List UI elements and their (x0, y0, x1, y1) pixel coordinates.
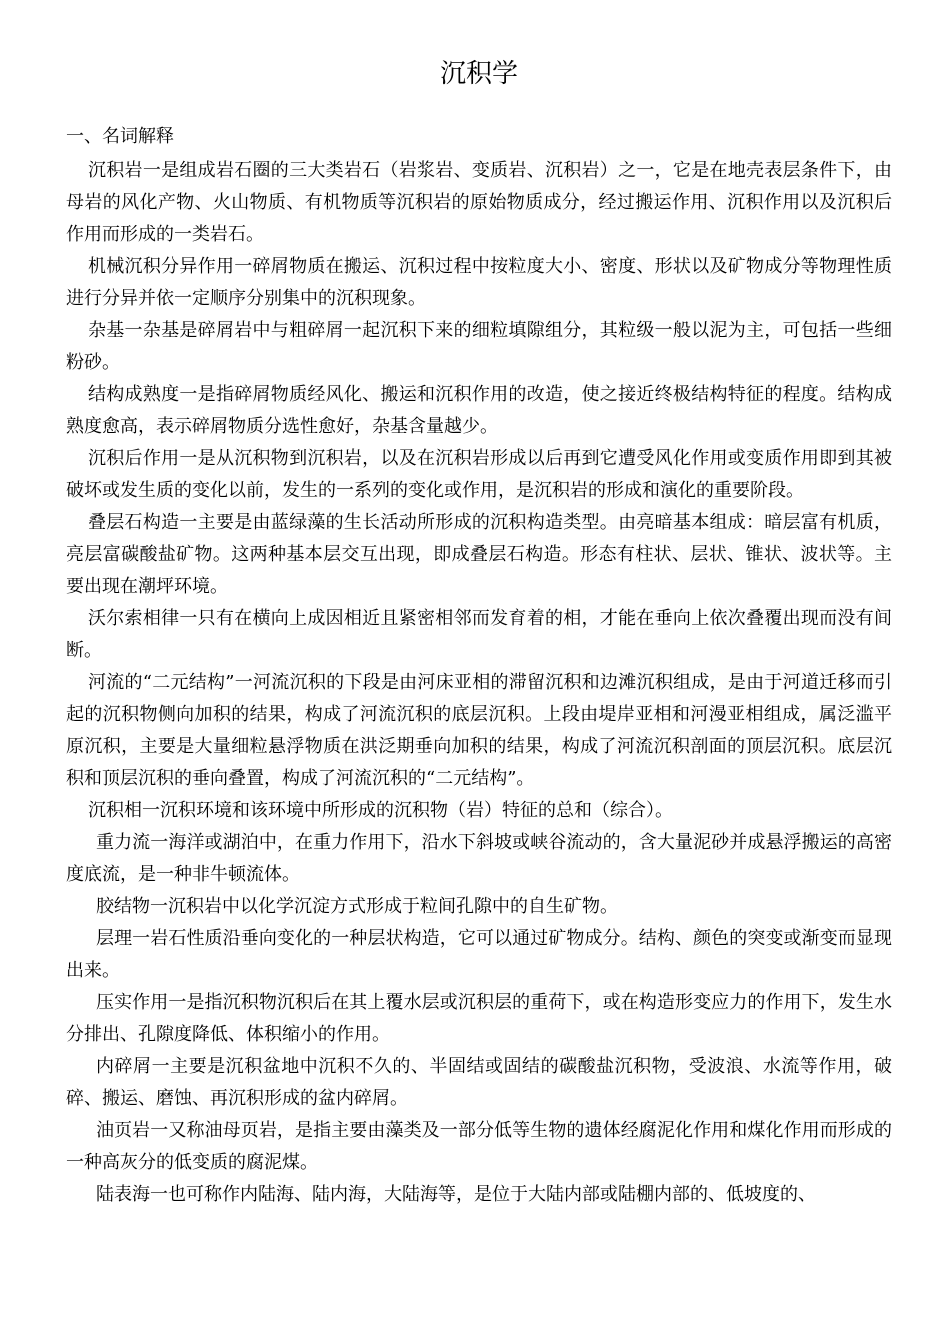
definition-paragraph: 内碎屑一主要是沉积盆地中沉积不久的、半固结或固结的碳酸盐沉积物，受波浪、水流等作用，破碎、搬运、磨蚀、再沉积形成的盆内碎屑。 (66, 1056, 892, 1109)
definition-paragraph: 压实作用一是指沉积物沉积后在其上覆水层或沉积层的重荷下，或在构造形变应力的作用下，发生水分排出、孔隙度降低、体积缩小的作用。 (66, 992, 892, 1045)
definition-paragraph: 油页岩一又称油母页岩，是指主要由藻类及一部分低等生物的遗体经腐泥化作用和煤化作用而形成的一种高灰分的低变质的腐泥煤。 (66, 1120, 892, 1173)
definition-paragraph: 沉积相一沉积环境和该环境中所形成的沉积物（岩）特征的总和（综合）。 (88, 800, 673, 821)
definition-paragraph: 沉积后作用一是从沉积物到沉积岩，以及在沉积岩形成以后再到它遭受风化作用或变质作用即到其被破坏或发生质的变化以前，发生的一系列的变化或作用，是沉积岩的形成和演化的重要阶段。 (66, 448, 892, 501)
definition-paragraph: 沃尔索相律一只有在横向上成因相近且紧密相邻而发育着的相，才能在垂向上依次叠覆出现而没有间断。 (66, 608, 892, 661)
definition-paragraph: 叠层石构造一主要是由蓝绿藻的生长活动所形成的沉积构造类型。由亮暗基本组成：暗层富有机质，亮层富碳酸盐矿物。这两种基本层交互出现，即成叠层石构造。形态有柱状、层状、锥状、波状等。主要出现在潮坪环境。 (66, 512, 892, 597)
definition-paragraph: 结构成熟度一是指碎屑物质经风化、搬运和沉积作用的改造，使之接近终极结构特征的程度。结构成熟度愈高，表示碎屑物质分选性愈好，杂基含量越少。 (66, 384, 892, 437)
definition-paragraph: 胶结物一沉积岩中以化学沉淀方式形成于粒间孔隙中的自生矿物。 (96, 896, 618, 917)
definition-paragraph: 机械沉积分异作用一碎屑物质在搬运、沉积过程中按粒度大小、密度、形状以及矿物成分等物理性质进行分异并依一定顺序分别集中的沉积现象。 (66, 256, 892, 309)
section-heading: 一、名词解释 (66, 126, 174, 147)
document-page (66, 56, 892, 1211)
definition-paragraph: 层理一岩石性质沿垂向变化的一种层状构造，它可以通过矿物成分。结构、颜色的突变或渐变而显现出来。 (66, 928, 892, 981)
definition-paragraph: 陆表海一也可称作内陆海、陆内海，大陆海等，是位于大陆内部或陆棚内部的、低坡度的、 (96, 1184, 816, 1205)
definition-paragraph: 河流的“二元结构”一河流沉积的下段是由河床亚相的滞留沉积和边滩沉积组成，是由于河道迁移而引起的沉积物侧向加积的结果，构成了河流沉积的底层沉积。上段由堤岸亚相和河漫亚相组成，属泛滥平原沉积，主要是大量细粒悬浮物质在洪泛期垂向加积的结果，构成了河流沉积剖面的顶层沉积。底层沉积和顶层沉积的垂向叠置，构成了河流沉积的“二元结构”。 (66, 672, 892, 789)
definition-paragraph: 重力流一海洋或湖泊中，在重力作用下，沿水下斜坡或峡谷流动的，含大量泥砂并成悬浮搬运的高密度底流，是一种非牛顿流体。 (66, 832, 892, 885)
page-title: 沉积学 (439, 59, 518, 89)
definition-paragraph: 杂基一杂基是碎屑岩中与粗碎屑一起沉积下来的细粒填隙组分，其粒级一般以泥为主，可包括一些细粉砂。 (66, 320, 892, 373)
definition-paragraph: 沉积岩一是组成岩石圈的三大类岩石（岩浆岩、变质岩、沉积岩）之一，它是在地壳表层条件下，由母岩的风化产物、火山物质、有机物质等沉积岩的原始物质成分，经过搬运作用、沉积作用以及沉积后作用而形成的一类岩石。 (66, 160, 892, 245)
